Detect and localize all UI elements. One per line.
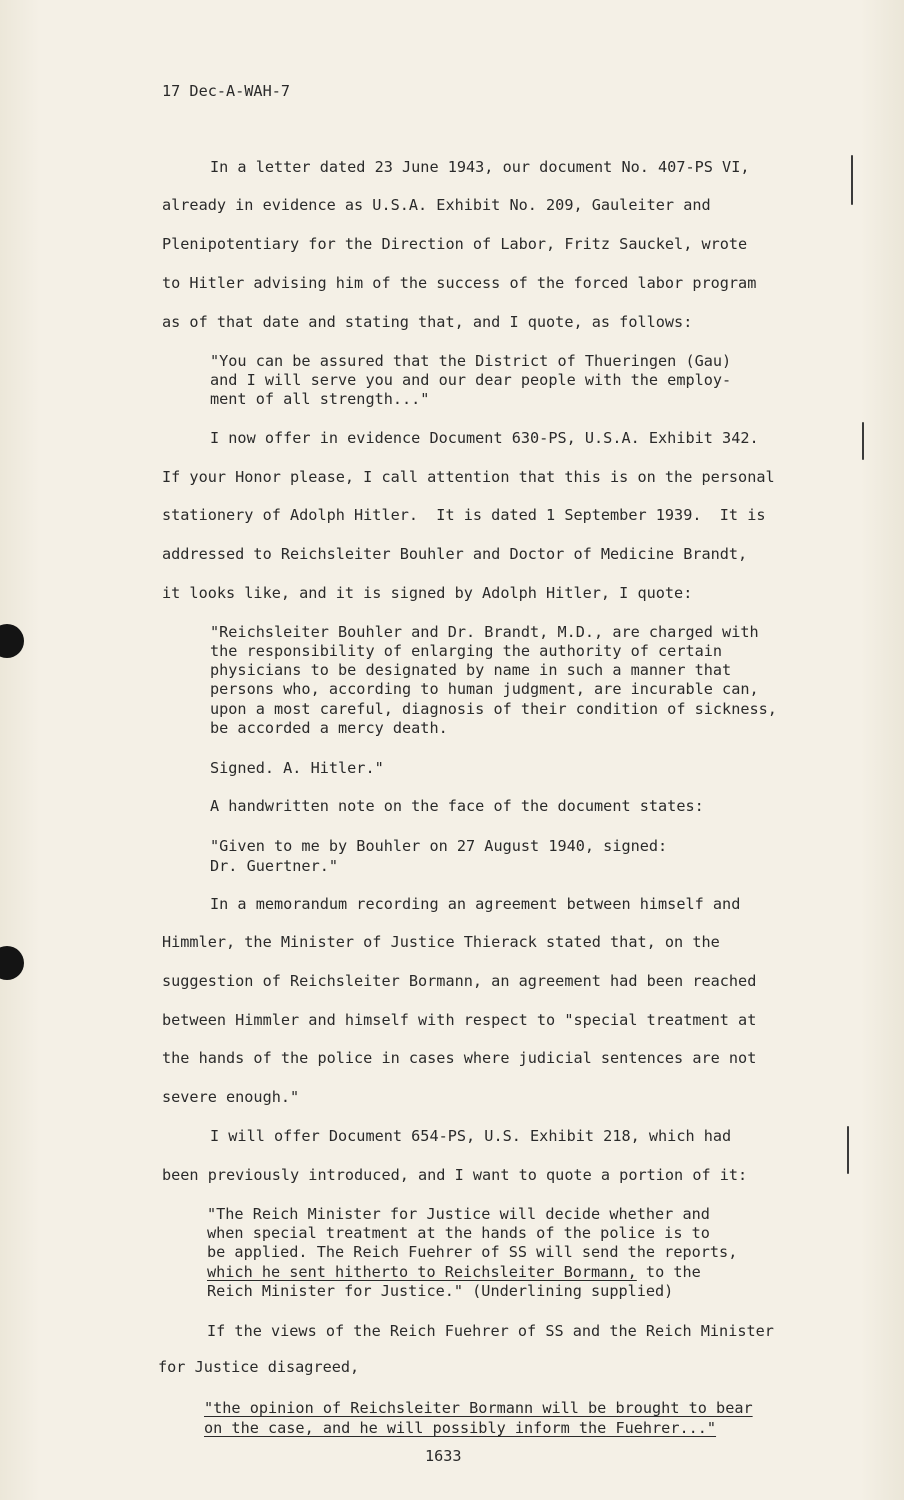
body-line: suggestion of Reichsleiter Bormann, an agreement had been reached [162, 972, 757, 990]
body-line: I will offer Document 654-PS, U.S. Exhibit 218, which had [210, 1127, 732, 1145]
body-line: Plenipotentiary for the Direction of Labor, Fritz Sauckel, wrote [162, 235, 748, 253]
margin-mark-3 [847, 1126, 849, 1174]
quote-line: "Reichsleiter Bouhler and Dr. Brandt, M.D., are charged with [210, 623, 759, 641]
quote-line: when special treatment at the hands of the police is to [207, 1224, 710, 1242]
body-line: the hands of the police in cases where judicial sentences are not [162, 1049, 757, 1067]
body-line: If the views of the Reich Fuehrer of SS and the Reich Minister [207, 1322, 774, 1340]
quote-line-underlined: on the case, and he will possibly inform the Fuehrer..." [204, 1419, 717, 1437]
quote-line: be applied. The Reich Fuehrer of SS will send the reports, [207, 1243, 738, 1261]
quote-line: ment of all strength..." [210, 390, 430, 408]
quote-line: the responsibility of enlarging the authority of certain [210, 642, 723, 660]
margin-mark-1 [851, 155, 853, 205]
quote-line: persons who, according to human judgment, are incurable can, [210, 680, 759, 698]
quote-line [207, 1263, 701, 1281]
underlined-phrase: which he sent hitherto to Reichsleiter Bormann, [207, 1263, 637, 1281]
quote-line-tail: to the [645, 1263, 701, 1281]
quote-line: "You can be assured that the District of Thueringen (Gau) [210, 352, 732, 370]
doc-reference: 17 Dec-A-WAH-7 [162, 82, 291, 100]
body-line: between Himmler and himself with respect to "special treatment at [162, 1011, 757, 1029]
signature-line: Signed. A. Hitler." [210, 759, 384, 777]
quote-line: Reich Minister for Justice." (Underlining supplied) [207, 1282, 674, 1300]
page-number: 1633 [425, 1447, 462, 1465]
body-line: stationery of Adolph Hitler. It is dated 1 September 1939. It is [162, 506, 766, 524]
body-line: addressed to Reichsleiter Bouhler and Doctor of Medicine Brandt, [162, 545, 748, 563]
body-line: to Hitler advising him of the success of the forced labor program [162, 274, 757, 292]
body-line: already in evidence as U.S.A. Exhibit No. 209, Gauleiter and [162, 196, 711, 214]
quote-line: "The Reich Minister for Justice will decide whether and [207, 1205, 710, 1223]
quote-line-underlined: "the opinion of Reichsleiter Bormann will be brought to bear [204, 1399, 753, 1417]
body-line: In a letter dated 23 June 1943, our document No. 407-PS VI, [210, 158, 750, 176]
quote-line: upon a most careful, diagnosis of their condition of sickness, [210, 700, 777, 718]
body-line: If your Honor please, I call attention that this is on the personal [162, 468, 775, 486]
quote-line: "Given to me by Bouhler on 27 August 1940, signed: [210, 837, 668, 855]
body-line: it looks like, and it is signed by Adolph Hitler, I quote: [162, 584, 693, 602]
punch-hole-bottom [0, 946, 24, 980]
body-line: A handwritten note on the face of the document states: [210, 797, 704, 815]
body-line: I now offer in evidence Document 630-PS, U.S.A. Exhibit 342. [210, 429, 759, 447]
body-line: for Justice disagreed, [158, 1358, 360, 1376]
quote-line: physicians to be designated by name in such a manner that [210, 661, 732, 679]
quote-line: be accorded a mercy death. [210, 719, 448, 737]
body-line: as of that date and stating that, and I quote, as follows: [162, 313, 693, 331]
body-line: Himmler, the Minister of Justice Thierack stated that, on the [162, 933, 720, 951]
body-line: been previously introduced, and I want to quote a portion of it: [162, 1166, 748, 1184]
body-line: In a memorandum recording an agreement between himself and [210, 895, 741, 913]
quote-line: Dr. Guertner." [210, 857, 339, 875]
body-line: severe enough." [162, 1088, 300, 1106]
punch-hole-top [0, 624, 24, 658]
margin-mark-2 [862, 422, 864, 460]
quote-line: and I will serve you and our dear people with the employ- [210, 371, 732, 389]
